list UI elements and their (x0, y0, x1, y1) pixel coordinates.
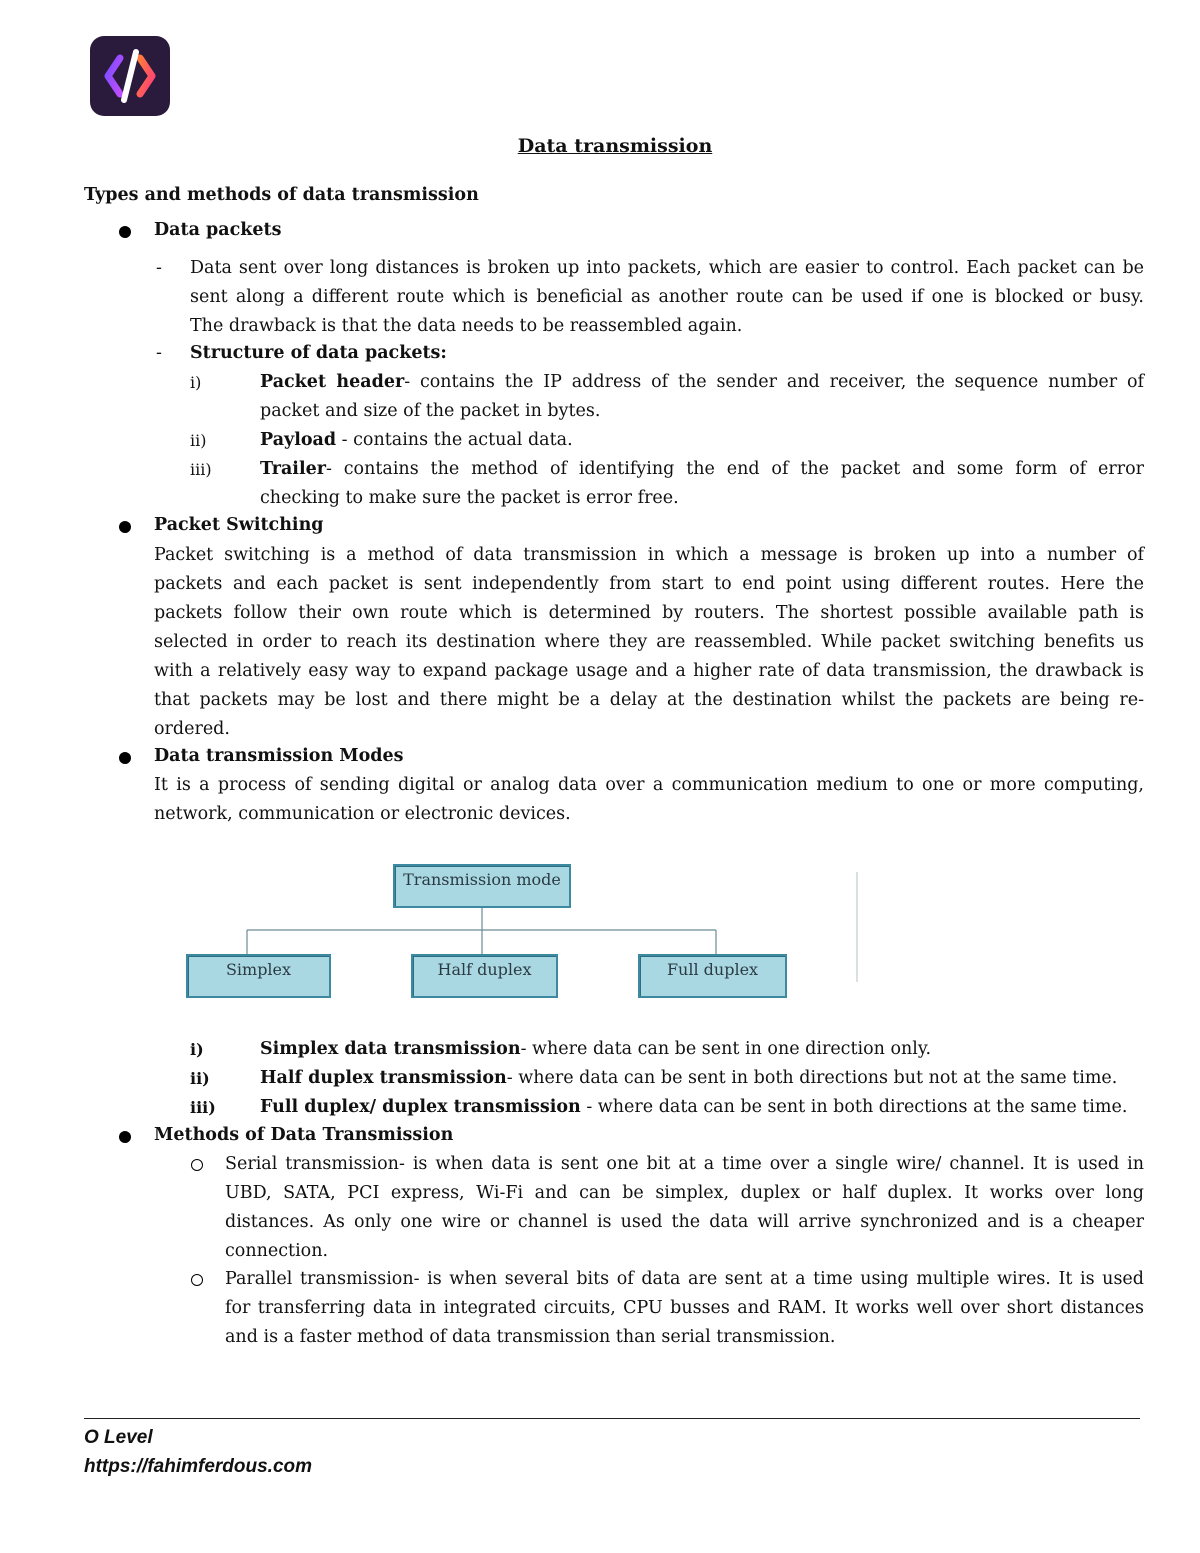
list-number: i) (190, 373, 202, 392)
footer-divider (84, 1418, 1140, 1419)
term-desc: - contains the IP address of the sender and receiver, the sequence number of (404, 372, 1144, 392)
logo-slash-icon (90, 36, 170, 116)
footer-url-link[interactable]: https://fahimferdous.com (84, 1456, 313, 1477)
text-line: packet and size of the packet in bytes. (260, 401, 601, 421)
page-title: Data transmission (517, 135, 713, 157)
text-line: network, communication or electronic devices. (154, 804, 571, 824)
term-desc: - where data can be sent in one direction only. (520, 1039, 932, 1059)
bullet-icon (119, 521, 131, 533)
text-line: that packets may be lost and there might be a delay at the destination whilst the packets are being re- (154, 690, 1144, 710)
bullet-icon (119, 1131, 131, 1143)
circle-bullet-icon (191, 1159, 203, 1171)
text-line: with a relatively easy way to expand package usage and a higher rate of data transmission, the drawback is (154, 661, 1144, 681)
list-number: i) (190, 1040, 204, 1059)
simplex-item (260, 1035, 931, 1064)
text-line: distances. As only one wire or channel is used the data will arrive synchronized and is a cheaper (225, 1212, 1144, 1232)
text-line: and is a faster method of data transmission than serial transmission. (225, 1327, 836, 1347)
diagram-node-half-duplex: Half duplex (411, 954, 558, 998)
term: Trailer (260, 459, 326, 479)
half-duplex-item (260, 1064, 1117, 1093)
term: Full duplex/ duplex transmission (260, 1097, 581, 1117)
transmission-mode-diagram (180, 858, 870, 1008)
text-line: Packet switching is a method of data transmission in which a message is broken up into a number of (154, 545, 1144, 565)
bullet-icon (119, 226, 131, 238)
text-line: selected in order to reach its destination where they are reassembled. While packet switching benefits us (154, 632, 1144, 652)
term: Payload (260, 430, 337, 450)
list-number: iii) (190, 1098, 216, 1117)
term: Simplex data transmission (260, 1039, 521, 1059)
text-line: It is a process of sending digital or analog data over a communication medium to one or more computing, (154, 775, 1144, 795)
modes-body (154, 771, 1144, 829)
serial-transmission-item (225, 1150, 1144, 1266)
list-number: ii) (190, 431, 207, 450)
term: Packet header (260, 372, 405, 392)
circle-bullet-icon (191, 1274, 203, 1286)
text-line: Parallel transmission- is when several bits of data are sent at a time using multiple wires. It is used (225, 1269, 1144, 1289)
structure-heading: Structure of data packets: (190, 343, 447, 363)
text-line: sent along a different route which is beneficial as another route can be used if one is blocked or busy. (190, 287, 1144, 307)
term: Half duplex transmission (260, 1068, 507, 1088)
text-line: Data sent over long distances is broken up into packets, which are easier to control. Each packet can be (190, 258, 1144, 278)
data-packets-intro (190, 254, 1144, 341)
text-line: The drawback is that the data needs to be reassembled again. (190, 316, 743, 336)
diagram-root-node: Transmission mode (393, 864, 571, 908)
dash-marker: - (156, 258, 162, 278)
packet-switching-body (154, 541, 1144, 744)
term-desc: - where data can be sent in both directions at the same time. (580, 1097, 1128, 1117)
text-line: checking to make sure the packet is error free. (260, 488, 679, 508)
section-heading: Types and methods of data transmission (84, 185, 479, 205)
text-line: UBD, SATA, PCI express, Wi-Fi and can be simplex, duplex or half duplex. It works over long (225, 1183, 1144, 1203)
trailer-item (260, 455, 1144, 513)
methods-heading: Methods of Data Transmission (154, 1125, 454, 1145)
diagram-node-simplex: Simplex (186, 954, 331, 998)
text-line: packets and each packet is sent independently from start to end point using different routes. Here the (154, 574, 1144, 594)
dash-marker: - (156, 343, 162, 363)
text-line: for transferring data in integrated circuits, CPU busses and RAM. It works well over short distances (225, 1298, 1144, 1318)
text-line: connection. (225, 1241, 329, 1261)
packet-switching-heading: Packet Switching (154, 515, 324, 535)
text-line: ordered. (154, 719, 230, 739)
text-line: Serial transmission- is when data is sent one bit at a time over a single wire/ channel. It is used in (225, 1154, 1144, 1174)
modes-heading: Data transmission Modes (154, 746, 404, 766)
term-desc: - contains the method of identifying the end of the packet and some form of error (325, 459, 1144, 479)
bullet-icon (119, 752, 131, 764)
list-number: iii) (190, 460, 212, 479)
text-line: packets follow their own route which is determined by routers. The shortest possible available path is (154, 603, 1144, 623)
packet-header-item (260, 368, 1144, 426)
term-desc: - contains the actual data. (336, 430, 573, 450)
diagram-node-full-duplex: Full duplex (638, 954, 787, 998)
brand-logo (90, 36, 170, 116)
parallel-transmission-item (225, 1265, 1144, 1352)
data-packets-heading: Data packets (154, 220, 282, 240)
payload-item (260, 426, 573, 455)
list-number: ii) (190, 1069, 210, 1088)
full-duplex-item (260, 1093, 1127, 1122)
term-desc: - where data can be sent in both directions but not at the same time. (506, 1068, 1118, 1088)
footer-level: O Level (84, 1427, 153, 1448)
